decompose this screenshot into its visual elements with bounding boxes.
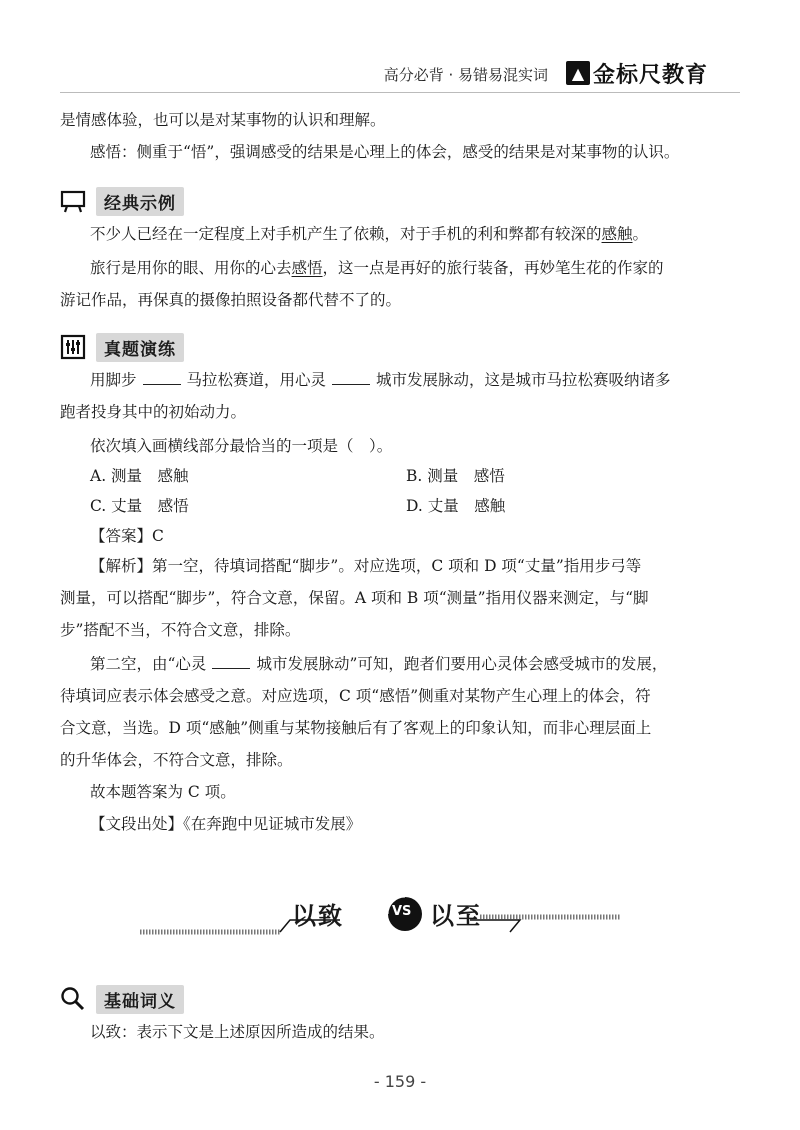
question-line-2: 跑者投身其中的初始动力。	[60, 403, 247, 421]
example-1	[90, 218, 770, 250]
question-line-1	[90, 364, 770, 396]
magnifier-icon	[60, 986, 86, 1012]
analysis-line-7: 的升华体会，不符合文意，排除。	[60, 751, 293, 769]
analysis-line-6: 合文意，当选。D 项“感触”侧重与某物接触后有了客观上的印象认知，而非心理层面上	[60, 719, 652, 737]
analysis-line-2: 测量，可以搭配“脚步”，符合文意，保留。A 项和 B 项“测量”指用仪器来测定，与“脚	[60, 589, 649, 607]
blank-1	[143, 370, 181, 385]
def-line-1: 是情感体验，也可以是对某事物的认识和理解。	[60, 111, 386, 129]
question-text-a: 用脚步	[90, 371, 137, 389]
question-text-c: 城市发展脉动，这是城市马拉松赛吸纳诸多	[376, 371, 671, 389]
example-2	[90, 252, 770, 284]
source: 【文段出处】《在奔跑中见证城市发展》	[90, 815, 362, 833]
section-exercise-header	[60, 330, 184, 364]
brand-mark-icon: ▲	[566, 61, 590, 85]
example-2-line-2: 游记作品，再保真的摄像拍照设备都代替不了的。	[60, 291, 402, 309]
analysis-text-a: 第二空，由“心灵	[90, 655, 207, 673]
option-a: A. 测量 感触	[90, 467, 189, 485]
option-b: B. 测量 感悟	[406, 467, 505, 485]
easel-icon	[60, 188, 86, 214]
option-d: D. 丈量 感触	[406, 497, 506, 515]
banner-word-left: 以致	[292, 901, 344, 930]
example-1-keyword: 感触	[601, 225, 633, 243]
header-rule	[60, 92, 740, 93]
analysis-line-5: 待填词应表示体会感受之意。对应选项，C 项“感悟”侧重对某物产生心理上的体会，符	[60, 687, 651, 705]
analysis-line-4	[90, 648, 770, 680]
brand-name: 金标尺教育	[593, 62, 709, 88]
question-instruction: 依次填入画横线部分最恰当的一项是（ ）。	[90, 437, 393, 455]
word-pair-banner	[140, 880, 660, 950]
question-text-b: 马拉松赛道，用心灵	[186, 371, 327, 389]
basic-line-1: 以致：表示下文是上述原因所造成的结果。	[90, 1023, 385, 1041]
blank-3	[212, 654, 250, 669]
example-2-text-cont: ，这一点是再好的旅行装备，再妙笔生花的作家的	[322, 259, 664, 277]
conclusion: 故本题答案为 C 项。	[90, 783, 236, 801]
page-number: - 159 -	[373, 1072, 427, 1091]
header-title: 高分必背 · 易错易混实词	[383, 66, 548, 84]
example-1-text: 不少人已经在一定程度上对手机产生了依赖，对于手机的利和弊都有较深的	[90, 225, 602, 243]
blank-2	[332, 370, 370, 385]
banner-word-right: 以至	[430, 901, 482, 930]
section-basic-title: 基础词义	[96, 985, 184, 1014]
answer: 【答案】C	[90, 527, 164, 545]
section-basic-header	[60, 982, 184, 1016]
analysis-line-3: 步”搭配不当，不符合文意，排除。	[60, 621, 301, 639]
example-2-keyword: 感悟	[291, 259, 323, 277]
option-c: C. 丈量 感悟	[90, 497, 189, 515]
def-line-2: 感悟：侧重于“悟”，强调感受的结果是心理上的体会，感受的结果是对某事物的认识。	[90, 143, 680, 161]
analysis-line-1: 【解析】第一空，待填词搭配“脚步”。对应选项，C 项和 D 项“丈量”指用步弓等	[90, 557, 642, 575]
equalizer-icon	[60, 334, 86, 360]
analysis-text-b: 城市发展脉动”可知，跑者们要用心灵体会感受城市的发展，	[256, 655, 668, 673]
example-2-text: 旅行是用你的眼、用你的心去	[90, 259, 292, 277]
section-examples-title: 经典示例	[96, 187, 184, 216]
vs-badge: VS	[392, 904, 412, 919]
section-examples-header	[60, 184, 184, 218]
brand-logo	[566, 58, 708, 88]
example-1-end: 。	[632, 225, 649, 243]
section-exercise-title: 真题演练	[96, 333, 184, 362]
